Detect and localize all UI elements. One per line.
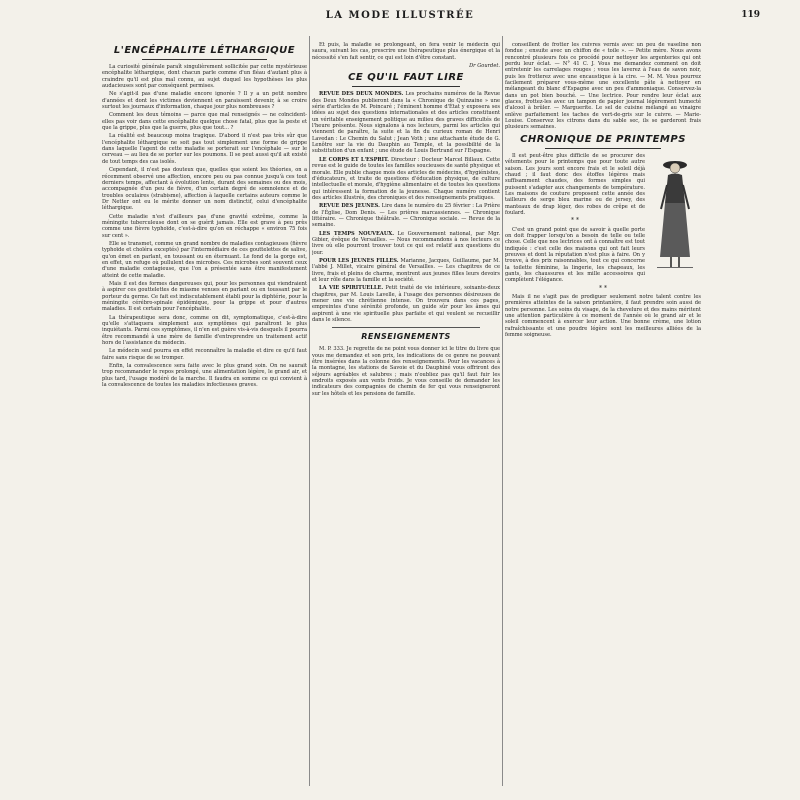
paragraph: Mais il ne s'agit pas de prodiguer seulement notre talent contre les premières atteintes de la saison printanière, il faut prendre soin aussi de notre personne. Les soins du visage, de la chevelure et des mains méritent une attention particulière à ce moment de l'année où le grand air et le soleil commencent à exercer leur action. Une bonne crème, une lotion rafraîchissante et une poudre légère sont les meilleures alliées de la femme soigneuse. <box>505 294 701 339</box>
review-entry <box>312 157 500 201</box>
paragraph: La thérapeutique sera donc, comme on dit, symptomatique, c'est-à-dire qu'elle s'attaquera simplement aux symptômes qui paraîtront le plus inquiétants. Parmi ces symptômes, il n'en est guère vis-à-vis desquels il pourra être recommandé à une mère de famille d'entreprendre un traitement actif hors de l'assistance du médecin. <box>102 314 307 347</box>
separator-stars: * * <box>571 217 579 225</box>
chronique-heading <box>505 134 701 149</box>
review-entry <box>312 285 500 323</box>
column-right <box>505 42 701 784</box>
paragraph: Cependant, il n'est pas douteux que, quelles que soient les théories, on a récemment observé une affection, encore peu ou pas connue jusqu'à ces tout derniers temps, affectant à évolution lente, durant des semaines ou des mois, accompagnée d'un peu de fièvre, d'un certain degré de somnolence et de troubles oculaires (strabisme), affection à laquelle certains auteurs comme le Dr Netter ont eu le mérite donner un nom distinctif, celui d'encéphalite léthargique. <box>102 167 307 212</box>
review-text: Directeur : Docteur Marcel Billaux. Cette revue est le guide de toutes les familles soucieuses de santé physique et morale. Elle publie chaque mois des articles de médecins, d'hygiénistes, d'éducateurs, et traite de questions d'éducation physique, de culture intellectuelle et morale, d'hygiène alimentaire et de toutes les questions qui intéressent la formation de la jeunesse. Chaque numéro contient des articles illustrés, des chroniques et des renseignements pratiques. <box>312 156 500 201</box>
paragraph: Comment les deux témoins — parce que mal renseignés — ne coïncident-elles pas voir dans cette encéphalite quelque chose fatal, plus que la peste et que la grippe, plus que la guerre, plus que tout... ? <box>102 112 307 132</box>
review-title: LA VIE SPIRITUELLE. <box>319 285 384 292</box>
article-title: L'ENCÉPHALITE LÉTHARGIQUE <box>113 45 296 56</box>
review-entry <box>312 258 500 283</box>
paragraph: C'est un grand point que de savoir à quelle porte on doit frapper lorsqu'on a besoin de telle ou telle chose. Celle que nos lectrices ont à connaître est tout indiquée : c'est celle des maisons qui ont fait leurs preuves et dont la réputation n'est plus à faire. On y trouve, à des prix raisonnables, tout ce qui concerne la toilette féminine, la lingerie, les chapeaux, les gants, les chaussures et les mille accessoires qui complètent l'élégance. <box>505 226 645 284</box>
paragraph: La réalité est beaucoup moins tragique. D'abord il n'est pas très sûr que l'encéphalite léthargique ne soit pas tout simplement une forme de grippe dans laquelle l'agent de cette maladie se porterait sur l'encéphale — sur le cerveau — au lieu de se porter sur les poumons. Il se peut aussi qu'il ait existé de tout temps des cas isolés. <box>102 133 307 165</box>
column-rule <box>309 36 310 786</box>
column-middle <box>312 42 500 784</box>
paragraph: Ne s'agit-il pas d'une maladie encore ignorée ? Il y a un petit nombre d'années et dont les victimes deviennent en paraissent devenir, à se croire surtout les journaux d'information, chaque jour plus nombreuses ? <box>102 91 307 111</box>
section-title: CE QU'IL FAUT LIRE <box>348 72 464 84</box>
review-text: Les prochains numéros de la Revue des Deux Mondes publieront dans la « Chronique de Quinzaine » une série d'articles de M. Poincaré ; l'éminent homme d'État y exposera ses idées au sujet des questions internationales et des articles constituent un véritable enseignement politique au milieu des graves difficultés de l'heure présente. Nous signalons à nos lecteurs, parmi les articles qui viennent de paraître, la suite et la fin du curieux roman de Henri Lavedan : Le Chemin du Salut ; Jean Voth ; une attachante étude de G. Lenôtre sur la vie du Dauphin au Temple, et la possibilité de la substitution d'un enfant ; une étude de Louis Bertrand sur l'Espagne. <box>312 91 500 155</box>
paragraph: Il est peut-être plus difficile de se procurer des vêtements pour le printemps que pour toute autre saison. Les jours sont encore frais et le soleil déjà chaud ; il faut donc des étoffes légères mais suffisamment chaudes, des formes simples qui puissent s'adapter aux changements de température. Les maisons de couture proposent cette année des tailleurs de serge bleu marine ou de jersey, des manteaux de drap léger, des robes de crêpe et de foulard. <box>505 152 645 216</box>
review-title: REVUE DES DEUX MONDES. <box>319 91 404 98</box>
paragraph: Elle se transmet, comme un grand nombre de maladies contagieuses (fièvre typhoïde et choléra exceptés) par l'intermédiaire de ces gouttelettes de salive, qu'on émet en parlant, en toussant ou en éternuant. Le fond de la gorge est, en effet, un refuge où pullulent des microbes. Ces microbes sont souvent ceux d'une maladie contagieuse, que l'on a présentée sans être manifestement atteint de cette maladie. <box>102 240 307 279</box>
renseignements-text: M. P. 333. Je regrette de ne point vous donner ici le titre du livre que vous me demandez et son prix, les indications de ce genre ne pouvant être insérées dans la colonne des renseignements. Pour les vacances à la montagne, les stations de Savoie et du Dauphiné vous offriront des séjours agréables et salubres ; mais n'oubliez pas qu'il faut fuir les endroits exposés aux vents froids. Je vous conseille de demander les indicateurs des compagnies de chemin de fer qui vous renseigneront sur les hôtels et les pensions de famille. <box>312 346 500 397</box>
review-text: Marianne, Jacques, Guillaume, par M. l'abbé J. Millet, vicaire général de Versailles. — Les chapitres de ce livre, frais et pleins de charme, montrent aux jeunes filles leurs devoirs et leur rôle dans la famille et la société. <box>312 257 500 283</box>
divider <box>332 327 480 328</box>
separator-stars: * * <box>599 284 607 292</box>
review-title: LE CORPS ET L'ESPRIT. <box>319 156 389 163</box>
section-heading <box>312 72 500 87</box>
review-text: Petit traité de vie intérieure, soixante-deux chapitres, par M. Louis Lavelle, à l'usage des personnes désireuses de mener une vie chrétienne intense. On trouvera dans ces pages, empreintes d'une sérénité profonde, un guide sûr pour les âmes qui aspirent à une vie spirituelle plus parfaite et qui veulent se recueillir dans le silence. <box>312 285 500 324</box>
article-heading <box>102 45 307 60</box>
running-head <box>30 2 770 26</box>
renseignements-heading: RENSEIGNEMENTS <box>361 332 451 342</box>
paragraph: Et puis, la maladie se prolongeant, on fera venir le médecin qui saura, suivant les cas, prescrire une thérapeutique plus énergique et la nécessité s'en fait sentir, ce qui est loin d'être constant. <box>312 42 500 61</box>
review-text: Lire dans le numéro du 25 février : La Prière de l'Église, Dom Denis. — Les prières marcassiennes. — Chronique littéraire. — Chronique théâtrale. — Chronique sociale. — Revue de la semaine. <box>312 203 500 229</box>
column-left <box>102 42 307 784</box>
review-title: LES TEMPS NOUVEAUX. <box>319 230 394 237</box>
paragraph: conseillent de frotter les cuivres vernis avec un peu de vaseline non fondue ; ensuite avec un chiffon de « toile ». — Petite mère. Nous avons rencontré plusieurs fois ce procédé pour nettoyer les argenteries qui ont perdu leur éclat. — N° 41 C. J. Vous me demandez comment on doit entretenir les carrelages rouges ; vous les laverez à l'eau de savon noir, puis les frotterez avec une encaustique à la cire. — M. M. Vous pourrez facilement préparer vous-même une excellente pâte à nettoyer en mélangeant du blanc d'Espagne avec un peu d'ammoniaque. Conservez-la dans un pot bien bouché. — Une lectrice. Pour rendre leur éclat aux glaces, frottez-les avec un tampon de papier journal légèrement humecté d'alcool à brûler. — Marguerite. Le sel de cuisine mélangé au vinaigre enlève parfaitement les taches de vert-de-gris sur le cuivre. — Marie-Louise. Conservez les citrons dans du sable sec, ils se garderont frais plusieurs semaines. <box>505 42 701 131</box>
paragraph: Cette maladie n'est d'ailleurs pas d'une gravité extrême, comme la méningite tuberculeuse dont on se guérit jamais. Elle est grave à peu près comme une fièvre typhoïde, c'est-à-dire qu'on en réchappe « environ 75 fois sur cent ». <box>102 213 307 239</box>
signature: Dr Gourdet. <box>469 63 500 70</box>
woman-figure-icon <box>649 155 701 273</box>
column-rule <box>502 36 503 786</box>
paragraph: Enfin, la convalescence sera faite avec le plus grand soin. On ne saurait trop recommander le repos prolongé, une alimentation légère, le grand air, et plus tard, l'usage modéré de la marche. Il faudra en somme ce qui convient à la convalescence de toutes les maladies infectieuses graves. <box>102 363 307 389</box>
review-title: POUR LES JEUNES FILLES. <box>319 257 399 264</box>
review-text: Le Gouvernement national, par Mgr. Gibier, évêque de Versailles. — Nous recommandons à nos lecteurs ce livre où elle pourront trouver tout ce qui est relatif aux questions du jour. <box>312 230 500 256</box>
paragraph: La curiosité générale paraît singulièrement sollicitée par cette mystérieuse encéphalite léthargique, dont chacun parle comme d'un fléau d'autant plus à craindre qu'il est plus mal connu, au sujet duquel les hypothèses les plus audacieuses sont par conséquent permises. <box>102 64 307 90</box>
review-entry <box>312 203 500 228</box>
paragraph: Le médecin seul pourra en effet reconnaître la maladie et dire ce qu'il faut faire sans risque de se tromper. <box>102 348 307 361</box>
fashion-illustration <box>649 155 701 273</box>
review-title: REVUE DES JEUNES. <box>319 203 380 210</box>
review-entry <box>312 231 500 256</box>
page-number: 119 <box>741 10 760 20</box>
chronique-title: CHRONIQUE DE PRINTEMPS <box>520 133 686 145</box>
paragraph: Mais il est des formes dangereuses qui, pour les personnes qui viendraient à aspirer ces gouttelettes de miasme venues en parlant ou en toussant par le porteur du germe. Ce fait est indiscutablement établi pour la diphtérie, pour la méningite cérébro-spinale épidémique, pour la grippe et pour d'autres maladies. Il est certain pour l'encéphalite. <box>102 281 307 313</box>
review-entry <box>312 91 500 154</box>
magazine-title: LA MODE ILLUSTRÉE <box>325 10 475 21</box>
